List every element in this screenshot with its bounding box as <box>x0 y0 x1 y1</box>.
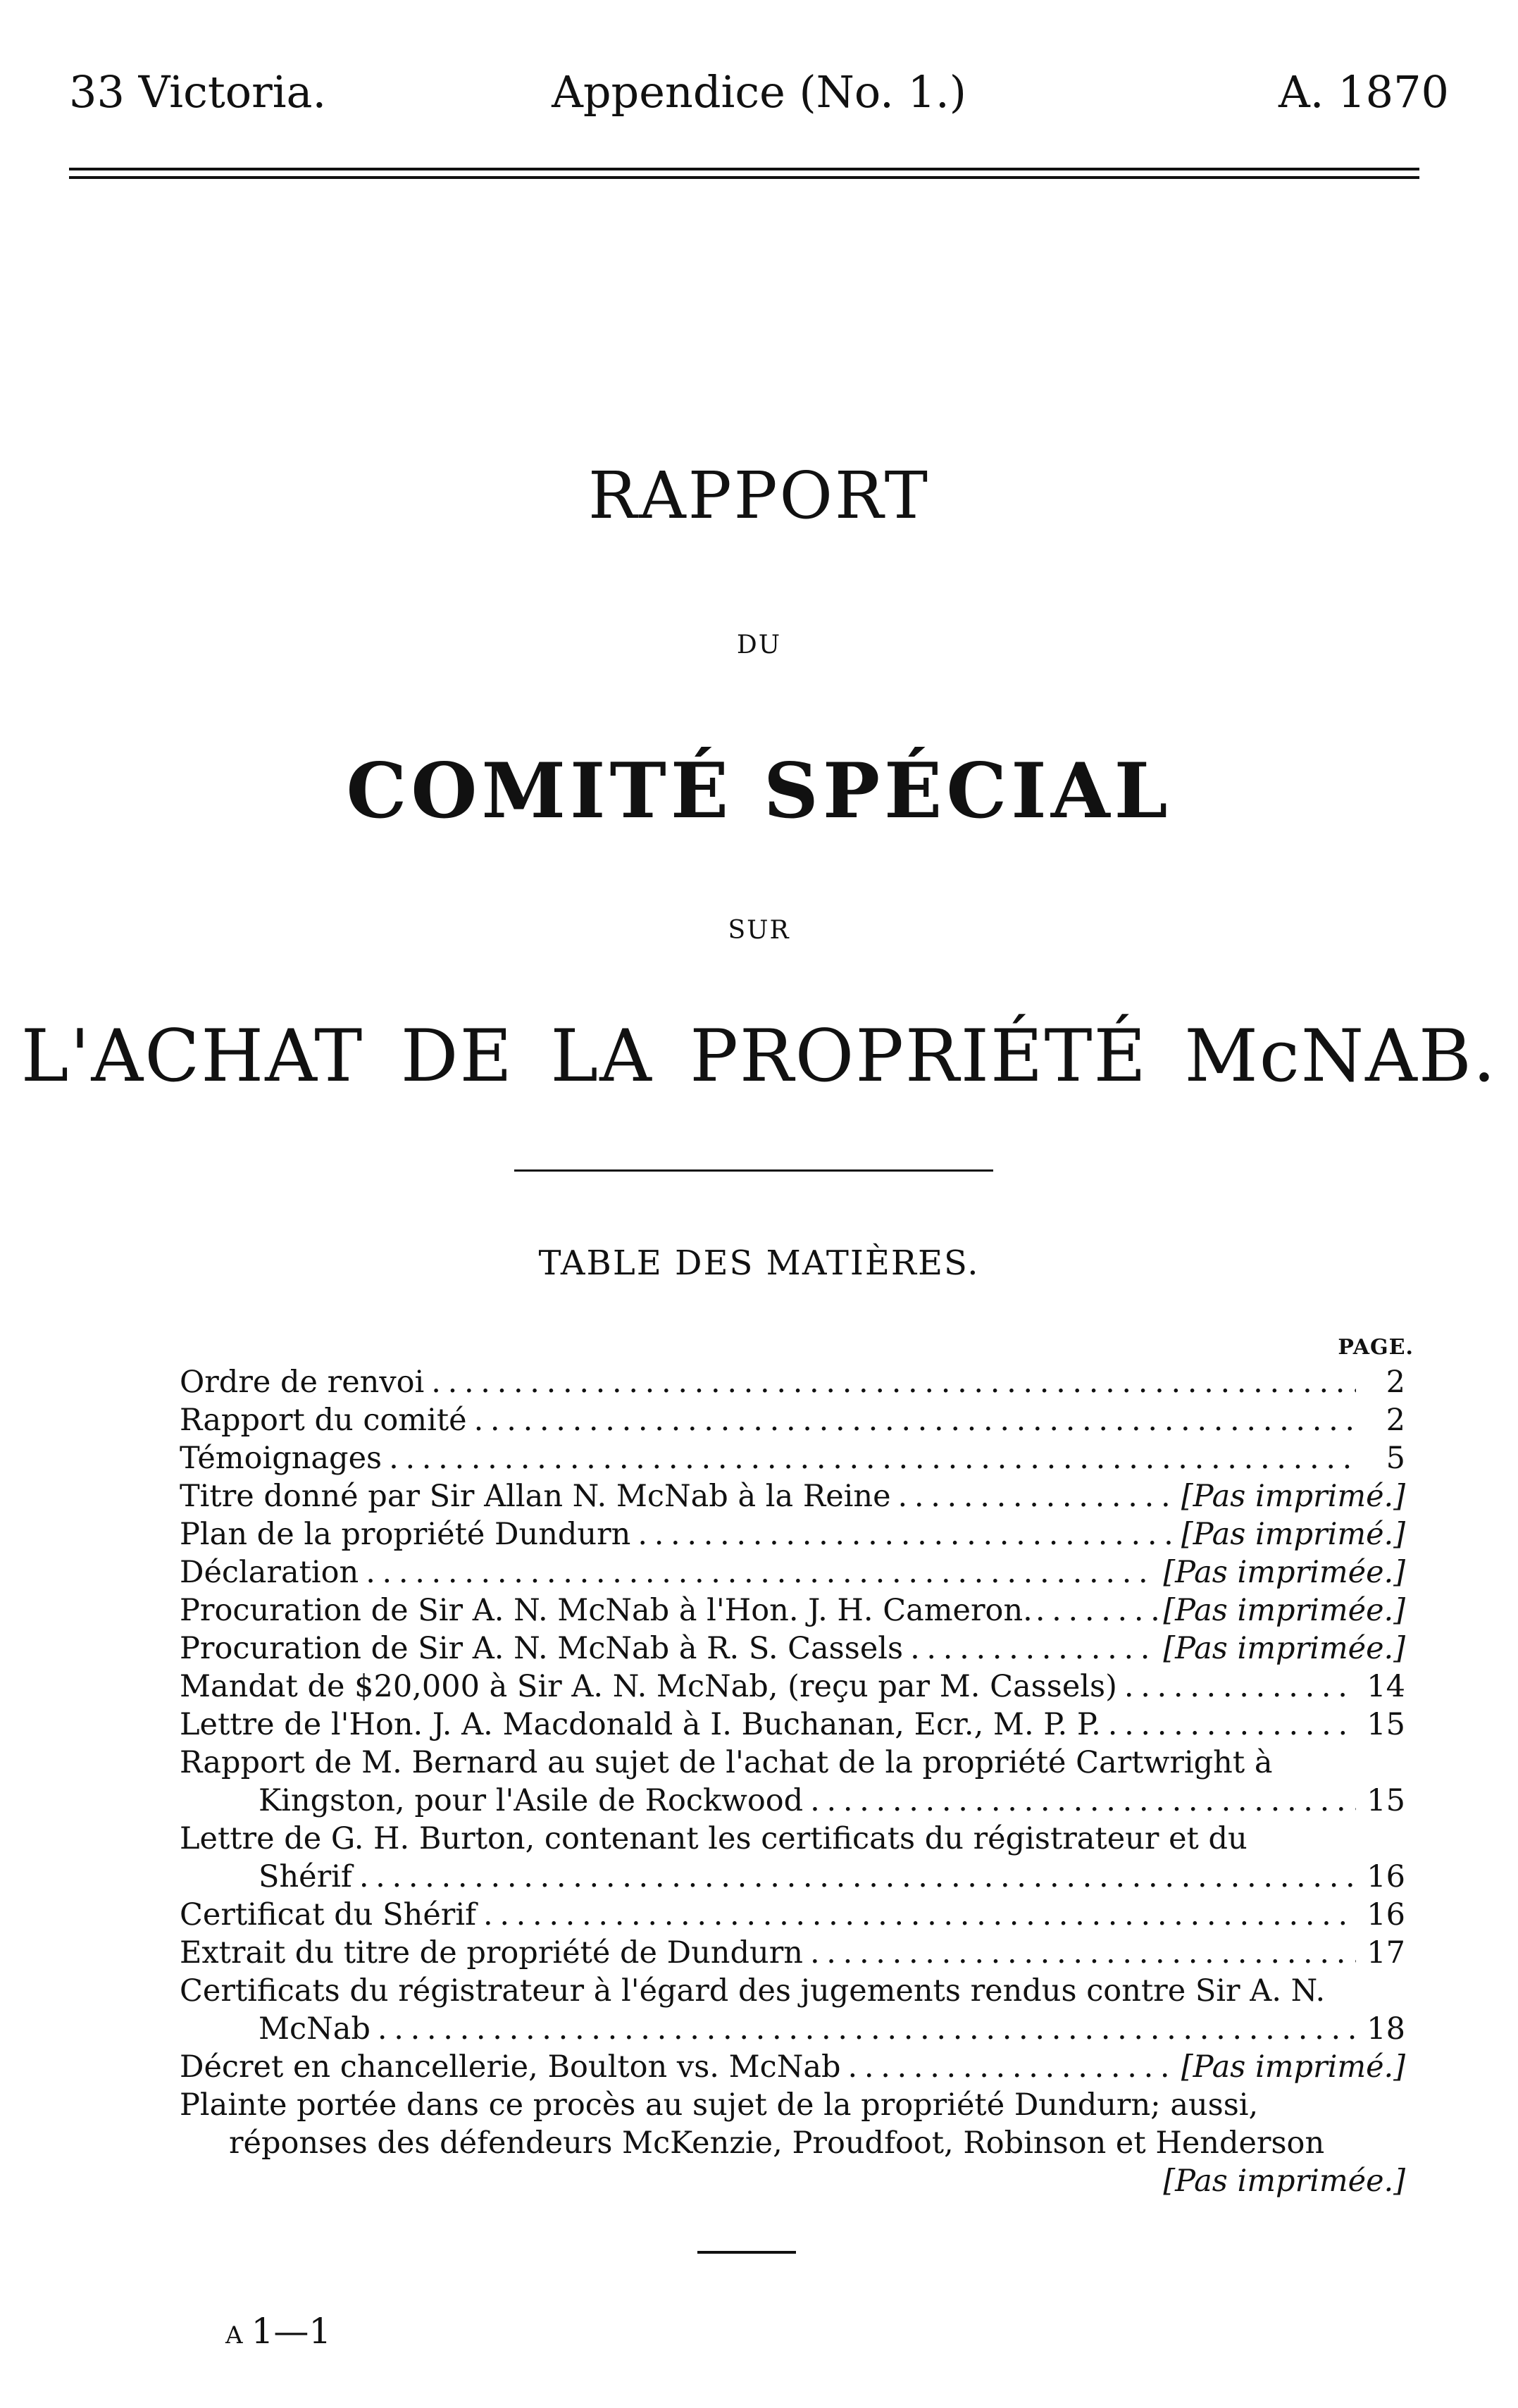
toc-entry <box>180 1668 1405 1706</box>
toc-entry <box>180 1630 1405 1668</box>
toc-entry-page: 16 <box>1367 1859 1405 1894</box>
toc-entry-page: 18 <box>1367 2011 1405 2047</box>
leader-dots <box>1035 1591 1161 1630</box>
toc-entry-label: Rapport du comité <box>180 1403 467 1438</box>
toc-entry-continuation: réponses des défendeurs McKenzie, Proudfoot, Robinson et Henderson <box>229 2125 1325 2161</box>
toc-entry-label: Extrait du titre de propriété de Dundurn <box>180 1935 803 1971</box>
footer-rule <box>697 2251 796 2254</box>
toc-entry <box>180 1972 1405 2048</box>
leader-dots <box>810 1782 1356 1820</box>
toc-entry-not-printed: [Pas imprimé.] <box>1181 1479 1405 1514</box>
toc-entry-label: Mandat de $20,000 à Sir A. N. McNab, (reçu par M. Cassels) <box>180 1669 1117 1704</box>
header-rule-top <box>69 168 1419 170</box>
toc-entry-not-printed: [Pas imprimé.] <box>1181 2049 1405 2085</box>
leader-dots <box>483 1896 1356 1934</box>
leader-dots <box>898 1477 1174 1515</box>
leader-dots <box>1108 1706 1356 1744</box>
title-sur: SUR <box>728 916 790 945</box>
toc-entry-page: 5 <box>1386 1441 1405 1476</box>
toc-entry-label: Lettre de G. H. Burton, contenant les certificats du régistrateur et du <box>180 1821 1248 1856</box>
toc-entry-page: 15 <box>1367 1707 1405 1742</box>
toc-entry <box>180 1591 1405 1630</box>
toc-entry-label: Déclaration <box>180 1555 359 1590</box>
toc-entry-label: Procuration de Sir A. N. McNab à R. S. Cassels <box>180 1631 904 1666</box>
leader-dots <box>474 1401 1356 1439</box>
title-achat: L'ACHAT DE LA PROPRIÉTÉ McNAB. <box>20 1014 1498 1098</box>
header-year: A. 1870 <box>1279 66 1449 118</box>
toc-entry-page: 2 <box>1386 1365 1405 1400</box>
signature-number: 1—1 <box>251 2311 332 2352</box>
title-du: DU <box>736 631 782 659</box>
toc-entry-label: Lettre de l'Hon. J. A. Macdonald à I. Buchanan, Ecr., M. P. P. <box>180 1707 1101 1742</box>
leader-dots <box>910 1630 1156 1668</box>
toc-entry-not-printed: [Pas imprimée.] <box>1163 1555 1405 1590</box>
toc-entry-label: Titre donné par Sir Allan N. McNab à la Reine <box>180 1479 891 1514</box>
toc-entry-label: Procuration de Sir A. N. McNab à l'Hon. J. H. Cameron. <box>180 1593 1033 1628</box>
toc-entry-label: Ordre de renvoi <box>180 1365 425 1400</box>
printer-signature <box>225 2311 331 2352</box>
toc-entry-page: 2 <box>1386 1403 1405 1438</box>
toc-entry <box>180 1401 1405 1439</box>
title-comite-special: COMITÉ SPÉCIAL <box>346 747 1172 836</box>
header-appendix: Appendice (No. 1.) <box>552 66 966 118</box>
toc-page-label: PAGE. <box>1338 1335 1414 1360</box>
toc-entry <box>180 2086 1405 2200</box>
leader-dots <box>389 1439 1356 1477</box>
leader-dots <box>366 1553 1156 1591</box>
toc-entry-label: Décret en chancellerie, Boulton vs. McNab <box>180 2049 841 2085</box>
toc-entry <box>180 1744 1405 1820</box>
toc-entry-not-printed: [Pas imprimée.] <box>1163 2164 1405 2199</box>
toc-entry-label: Plainte portée dans ce procès au sujet de la propriété Dundurn; aussi, <box>180 2087 1259 2123</box>
leader-dots <box>810 1934 1356 1972</box>
leader-dots <box>848 2048 1174 2086</box>
title-rapport: RAPPORT <box>588 458 930 533</box>
toc-entry-not-printed: [Pas imprimée.] <box>1163 1593 1405 1628</box>
toc-entry-not-printed: [Pas imprimé.] <box>1181 1517 1405 1552</box>
toc-entry-continuation: Shérif <box>259 1859 352 1894</box>
toc-entry-label: Plan de la propriété Dundurn <box>180 1517 631 1552</box>
toc-entry-not-printed: [Pas imprimée.] <box>1163 1631 1405 1666</box>
toc-entry-continuation: McNab <box>259 2011 371 2047</box>
toc-entry-page: 16 <box>1367 1897 1405 1932</box>
toc-list <box>180 1363 1405 2200</box>
toc-entry <box>180 1477 1405 1515</box>
toc-entry-continuation: Kingston, pour l'Asile de Rockwood <box>259 1783 804 1818</box>
toc-entry <box>180 1896 1405 1934</box>
toc-entry-page: 15 <box>1367 1783 1405 1818</box>
toc-entry <box>180 1363 1405 1401</box>
toc-entry-label: Rapport de M. Bernard au sujet de l'achat de la propriété Cartwright à <box>180 1745 1273 1780</box>
toc-entry-label: Témoignages <box>180 1441 382 1476</box>
leader-dots <box>378 2010 1356 2048</box>
toc-entry-label: Certificat du Shérif <box>180 1897 476 1932</box>
leader-dots <box>431 1363 1356 1401</box>
toc-entry-page: 14 <box>1367 1669 1405 1704</box>
toc-entry <box>180 1553 1405 1591</box>
toc-entry <box>180 1439 1405 1477</box>
leader-dots <box>359 1858 1356 1896</box>
toc-entry <box>180 1515 1405 1553</box>
header-rule-bottom <box>69 176 1419 179</box>
toc-entry <box>180 2048 1405 2086</box>
toc-entry-label: Certificats du régistrateur à l'égard des jugements rendus contre Sir A. N. <box>180 1973 1326 2009</box>
toc-entry <box>180 1934 1405 1972</box>
header-session: 33 Victoria. <box>69 66 327 118</box>
toc-entry <box>180 1820 1405 1896</box>
toc-entry-page: 17 <box>1367 1935 1405 1971</box>
leader-dots <box>1124 1668 1356 1706</box>
leader-dots <box>637 1515 1174 1553</box>
signature-letter: A <box>225 2321 243 2350</box>
title-divider <box>514 1169 993 1172</box>
toc-entry <box>180 1706 1405 1744</box>
toc-heading: TABLE DES MATIÈRES. <box>538 1243 980 1283</box>
